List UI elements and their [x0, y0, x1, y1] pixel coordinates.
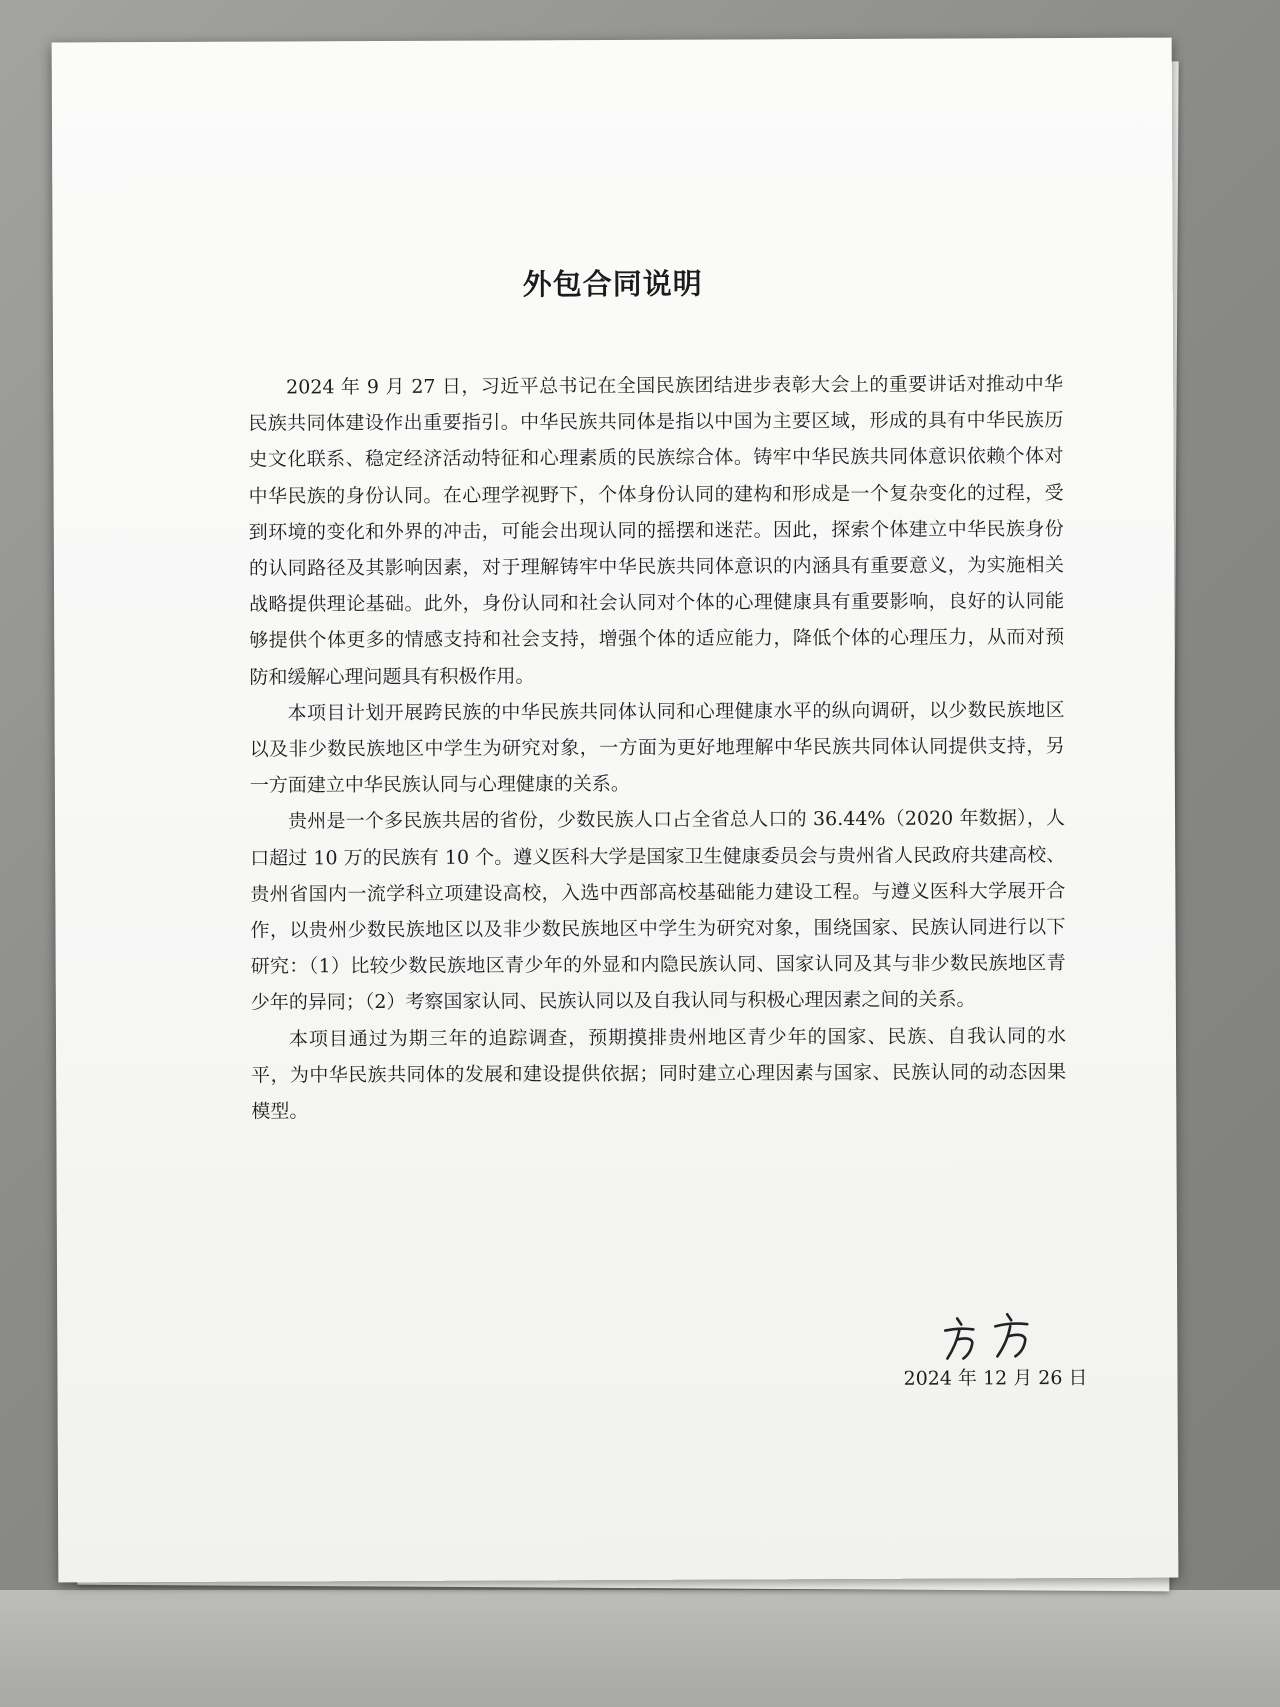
document-title: 外包合同说明 — [522, 266, 703, 302]
paragraph-1: 2024 年 9 月 27 日，习近平总书记在全国民族团结进步表彰大会上的重要讲话对推动中华民族共同体建设作出重要指引。中华民族共同体是指以中国为主要区域，形成的具有中华民族历史文化联系、稳定经济活动特征和心理素质的民族综合体。铸牢中华民族共同体意识依赖个体对中华民族的身份认同。在心理学视野下，个体身份认同的建构和形成是一个复杂变化的过程，受到环境的变化和外界的冲击，可能会出现认同的摇摆和迷茫。因此，探索个体建立中华民族身份的认同路径及其影响因素，对于理解铸牢中华民族共同体意识的内涵具有重要意义，为实施相关战略提供理论基础。此外，身份认同和社会认同对个体的心理健康具有重要影响，良好的认同能够提供个体更多的情感支持和社会支持，增强个体的适应能力，降低个体的心理压力，从而对预防和缓解心理问题具有积极作用。 — [248, 373, 1065, 689]
paper-sheet — [52, 38, 1179, 1583]
desk-surface — [0, 1590, 1280, 1707]
signature-drawing — [937, 1308, 1047, 1368]
paragraph-4: 本项目通过为期三年的追踪调查，预期摸排贵州地区青少年的国家、民族、自我认同的水平，为中华民族共同体的发展和建设提供依据；同时建立心理因素与国家、民族认同的动态因果模型。 — [251, 1024, 1067, 1123]
paragraph-3: 贵州是一个多民族共居的省份，少数民族人口占全省总人口的 36.44%（2020 年数据），人口超过 10 万的民族有 10 个。遵义医科大学是国家卫生健康委员会与贵州省人民政府共建高校、贵州省国内一流学科立项建设高校，入选中西部高校基础能力建设工程。与遵义医科大学展开合作，以贵州少数民族地区以及非少数民族地区中学生为研究对象，围绕国家、民族认同进行以下研究：（1）比较少数民族地区青少年的外显和内隐民族认同、国家认同及其与非少数民族地区青少年的异同；（2）考察国家认同、民族认同以及自我认同与积极心理因素之间的关系。 — [250, 807, 1066, 1015]
paragraph-2: 本项目计划开展跨民族的中华民族共同体认同和心理健康水平的纵向调研，以少数民族地区以及非少数民族地区中学生为研究对象，一方面为更好地理解中华民族共同体认同提供支持，另一方面建立中华民族认同与心理健康的关系。 — [249, 698, 1065, 797]
document-date: 2024 年 12 月 26 日 — [903, 1366, 1088, 1390]
handwritten-signature — [937, 1308, 1047, 1368]
document-body — [248, 366, 1066, 1130]
